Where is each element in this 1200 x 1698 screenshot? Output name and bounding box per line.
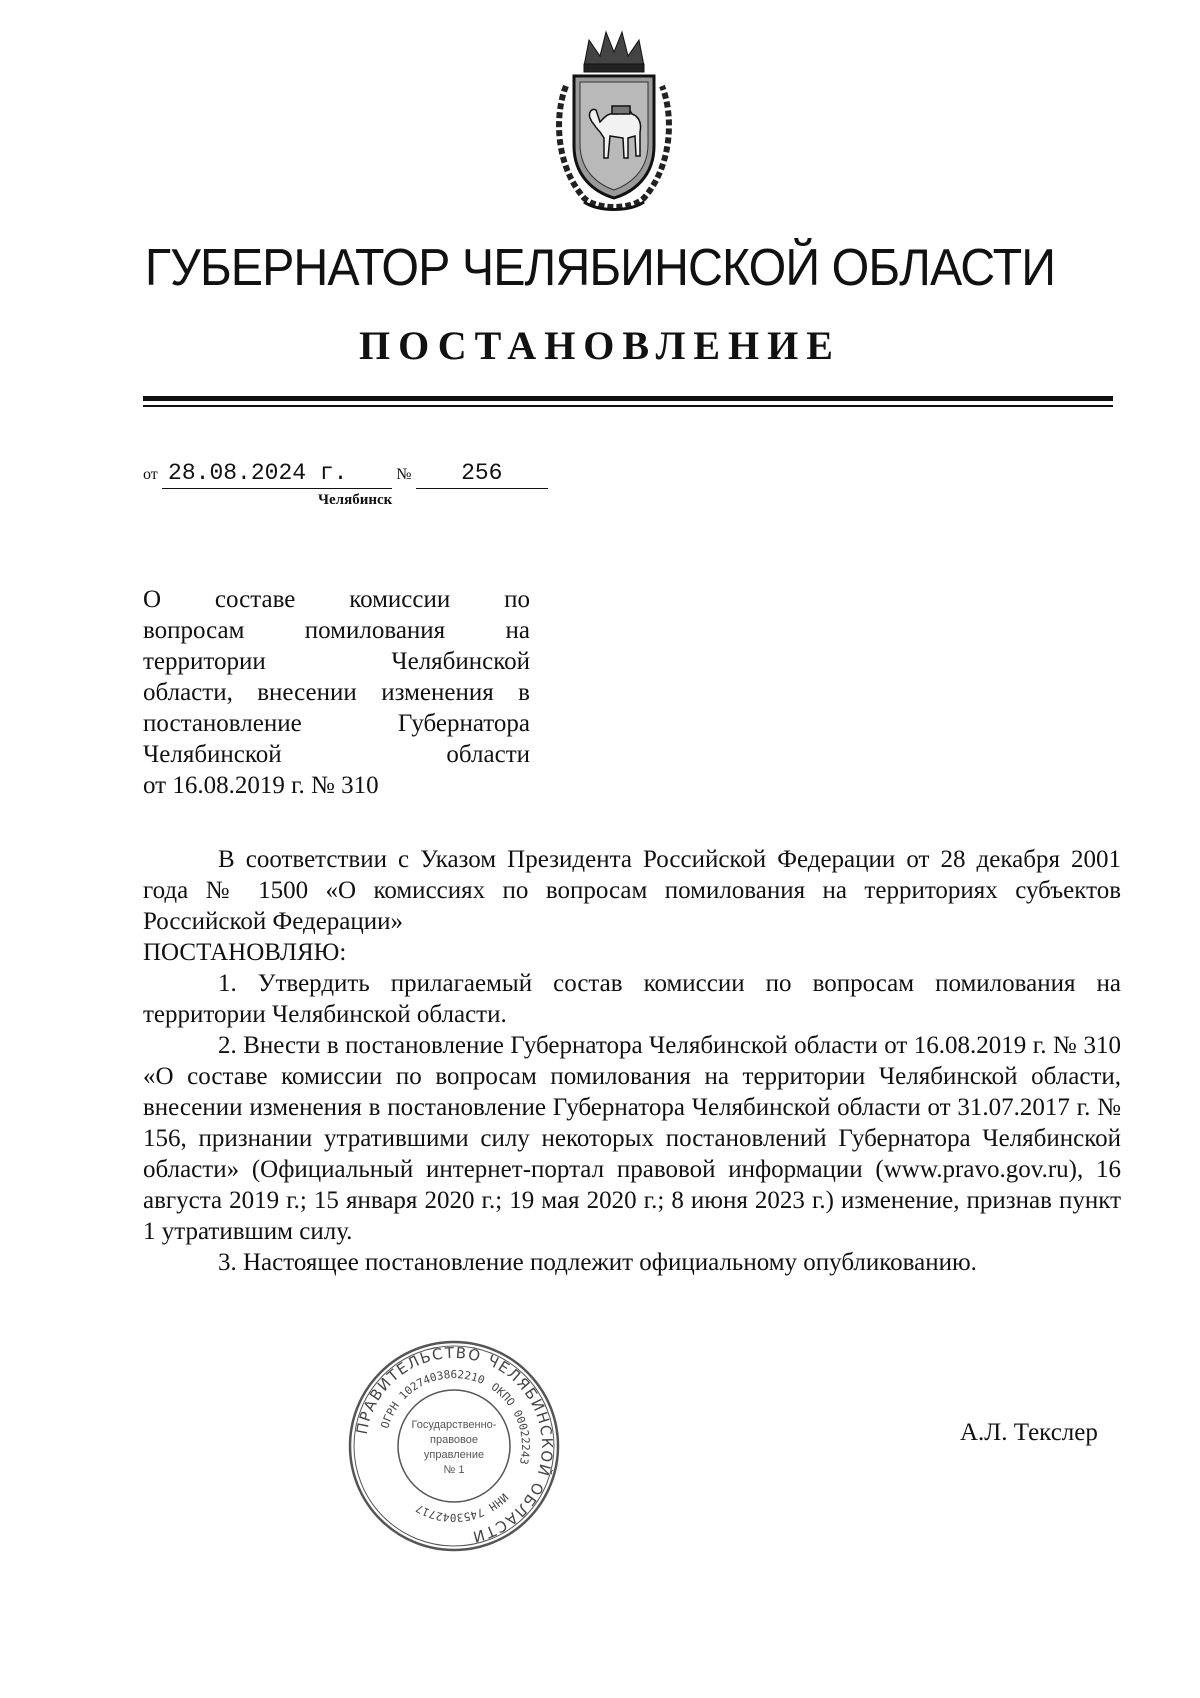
body-item: 2. Внести в постановление Губернатора Челябинской области от 16.08.2019 г. № 310 «О составе комиссии по вопросам помилования на территории Челябинской области, внесении изменения в постановление Губернатора Челябинской области от 31.07.2017 г. № 156, признании утратившими силу некоторых постановлений Губернатора Челябинской области» (Официальный интернет-портал правовой информации (www.pravo.gov.ru), 16 августа 2019 г.; 15 января 2020 г.; 19 мая 2020 г.; 8 июня 2023 г.) изменение, признав пункт 1 утратившим силу. — [143, 1032, 1121, 1245]
preamble-paragraph: В соответствии с Указом Президента Российской Федерации от 28 декабря 2001 года № 1500 «О комиссиях по вопросам помилования на территориях субъектов Российской Федерации» — [143, 846, 1121, 935]
coat-of-arms-emblem — [544, 26, 684, 216]
subject-line: области, внесении изменения в — [143, 679, 530, 706]
stamp-inner-line: управление — [423, 1449, 485, 1461]
crown-icon — [584, 32, 644, 72]
document-type-title: ПОСТАНОВЛЕНИЕ — [359, 323, 841, 368]
decree-word: ПОСТАНОВЛЯЮ: — [143, 939, 347, 966]
body-item: 1. Утвердить прилагаемый состав комиссии по вопросам помилования на территории Челябинской области. — [143, 970, 1121, 1028]
city-label: Челябинск — [318, 492, 393, 508]
signatory-name: А.Л. Текслер — [960, 1419, 1098, 1446]
subject-line: от 16.08.2019 г. № 310 — [143, 772, 379, 799]
document-date: 28.08.2024 г. — [162, 460, 392, 489]
subject-line: Челябинской области — [143, 741, 530, 768]
subject-line: территории Челябинской — [143, 648, 530, 675]
stamp-inner-line: правовое — [430, 1434, 478, 1446]
stamp-inner-line: Государственно- — [411, 1419, 497, 1431]
date-number-line — [143, 460, 548, 489]
header-divider-thin — [143, 405, 1113, 407]
document-body — [143, 844, 1121, 1278]
subject-line: вопросам помилования на — [143, 617, 530, 644]
number-sign: № — [396, 466, 412, 483]
stamp-ogrn: ОГРН 1027403862210 — [378, 1367, 487, 1431]
official-stamp — [344, 1336, 564, 1556]
stamp-inner-line: № 1 — [443, 1464, 465, 1476]
header-divider-thick — [143, 396, 1113, 401]
subject-line: постановление Губернатора — [143, 710, 530, 737]
subject-line: О составе комиссии по — [143, 586, 530, 613]
stamp-okpo: ОКПО 00022243 — [488, 1380, 533, 1466]
authority-title: ГУБЕРНАТОР ЧЕЛЯБИНСКОЙ ОБЛАСТИ — [144, 239, 1056, 297]
body-item: 3. Настоящее постановление подлежит официальному опубликованию. — [218, 1249, 977, 1276]
document-number: 256 — [416, 460, 548, 489]
stamp-inn: ИНН 7453042717 — [413, 1490, 511, 1525]
document-subject — [143, 584, 530, 801]
date-prefix: от — [143, 466, 158, 483]
stamp-outer-text: ПРАВИТЕЛЬСТВО ЧЕЛЯБИНСКОЙ ОБЛАСТИ — [352, 1343, 557, 1547]
